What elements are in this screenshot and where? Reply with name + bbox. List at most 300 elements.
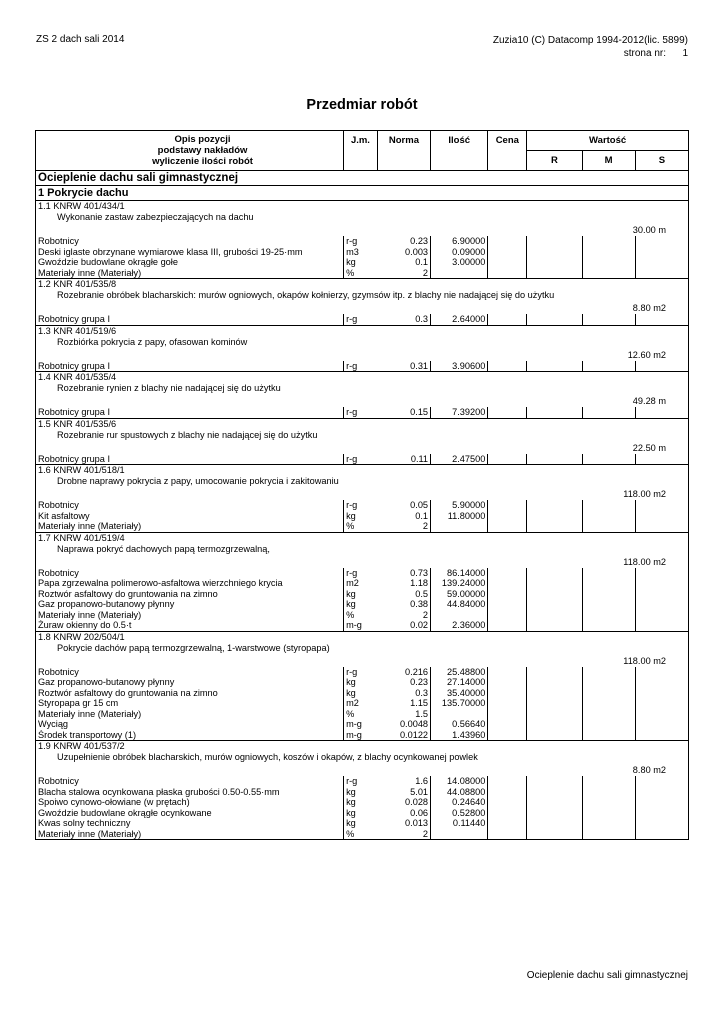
resource-value-m [582,797,635,808]
resource-value-m [582,719,635,730]
resource-value-s [635,667,688,678]
resource-price [488,268,527,279]
resource-value-r [527,677,582,688]
resource-quantity: 2.64000 [431,314,488,325]
resource-norma: 0.23 [377,677,430,688]
position-quantity: 118.00 m2 [623,655,666,666]
resource-name: Robotnicy grupa I [36,314,344,325]
resource-name: Spoiwo cynowo-ołowiane (w prętach) [36,797,344,808]
resource-row [36,511,689,522]
resource-name: Robotnicy grupa I [36,454,344,465]
position-cell [36,418,689,454]
resource-price [488,709,527,720]
resource-value-m [582,709,635,720]
resource-value-m [582,247,635,258]
position-quantity: 118.00 m2 [623,556,666,567]
resource-value-s [635,568,688,579]
resource-value-m [582,314,635,325]
resource-norma: 2 [377,521,430,532]
resource-value-m [582,454,635,465]
resource-row [36,730,689,741]
resource-value-r [527,511,582,522]
resource-row [36,236,689,247]
resource-norma: 0.11 [377,454,430,465]
page-indicator [493,47,688,60]
resource-quantity: 3.90600 [431,361,488,372]
resource-quantity [431,709,488,720]
position-quantity: 8.80 m2 [632,303,666,313]
resource-unit: kg [344,797,378,808]
resource-name: Roztwór asfaltowy do gruntowania na zimno [36,688,344,699]
position-description: Uzupełnienie obróbek blacharskich, murów ogniowych, koszów i okapów, z blachy ocynkowanej powlek [57,752,478,762]
document-footer: Ocieplenie dachu sali gimnastycznej [526,970,688,981]
resource-price [488,829,527,840]
resource-value-r [527,698,582,709]
resource-price [488,361,527,372]
resource-value-m [582,407,635,418]
resource-name: Robotnicy [36,500,344,511]
position-description: Rozebranie rynien z blachy nie nadającej się do użytku [57,383,281,393]
resource-quantity [431,829,488,840]
resource-norma: 0.15 [377,407,430,418]
resource-norma: 0.3 [377,314,430,325]
position-cell [36,631,689,667]
header-norma: Norma [377,131,430,171]
resource-name: Styropapa gr 15 cm [36,698,344,709]
resource-quantity: 0.24640 [431,797,488,808]
resource-norma: 0.1 [377,511,430,522]
resource-norma: 2 [377,610,430,621]
resource-value-m [582,808,635,819]
position-cell [36,465,689,501]
position-description: Rozbiórka pokrycia z papy, ofasowan kominów [57,336,248,347]
resource-unit: % [344,709,378,720]
header-wartosc: Wartość [527,131,689,151]
resource-price [488,589,527,600]
resource-norma: 0.003 [377,247,430,258]
position-description: Wykonanie zastaw zabezpieczających na dachu [57,212,254,222]
resource-row [36,314,689,325]
resource-quantity: 11.80000 [431,511,488,522]
resource-norma: 0.216 [377,667,430,678]
resource-unit: m2 [344,698,378,709]
resource-norma: 0.38 [377,599,430,610]
position-quantity: 118.00 m2 [623,489,666,499]
resource-price [488,454,527,465]
resource-unit: m-g [344,730,378,741]
resource-unit: % [344,268,378,279]
estimate-table [35,130,689,840]
resource-quantity: 0.11440 [431,818,488,829]
resource-value-m [582,521,635,532]
resource-value-r [527,610,582,621]
resource-value-s [635,698,688,709]
resource-quantity: 0.52800 [431,808,488,819]
resource-norma: 0.73 [377,568,430,579]
resource-value-s [635,776,688,787]
resource-name: Robotnicy [36,236,344,247]
resource-norma: 0.5 [377,589,430,600]
resource-unit: kg [344,511,378,522]
resource-quantity: 2.47500 [431,454,488,465]
resource-price [488,578,527,589]
position-code: 1.8 KNRW 202/504/1 [38,631,125,642]
resource-value-r [527,500,582,511]
resource-row [36,247,689,258]
resource-row [36,719,689,730]
resource-name: Deski iglaste obrzynane wymiarowe klasa III, grubości 19-25·mm [36,247,344,258]
document-header-right [493,34,688,60]
resource-unit: % [344,521,378,532]
resource-norma: 0.013 [377,818,430,829]
position-quantity: 49.28 m [632,396,666,406]
header-ilosc: Ilość [431,131,488,171]
resource-value-s [635,454,688,465]
resource-value-s [635,797,688,808]
resource-unit: kg [344,599,378,610]
resource-row [36,776,689,787]
header-r: R [527,151,582,171]
resource-value-r [527,314,582,325]
resource-value-r [527,599,582,610]
resource-name: Kit asfaltowy [36,511,344,522]
resource-value-m [582,818,635,829]
resource-value-m [582,698,635,709]
position-cell [36,201,689,237]
resource-quantity: 0.56640 [431,719,488,730]
resource-value-r [527,568,582,579]
resource-value-m [582,688,635,699]
resource-value-r [527,667,582,678]
resource-unit: r-g [344,361,378,372]
resource-name: Robotnicy [36,667,344,678]
resource-quantity: 59.00000 [431,589,488,600]
resource-value-m [582,599,635,610]
resource-row [36,677,689,688]
resource-value-r [527,620,582,631]
resource-value-r [527,268,582,279]
resource-price [488,730,527,741]
position-row [36,465,689,501]
resource-price [488,808,527,819]
resource-value-s [635,589,688,600]
resource-quantity [431,268,488,279]
resource-price [488,257,527,268]
resource-value-r [527,521,582,532]
resource-value-s [635,719,688,730]
resource-name: Robotnicy grupa I [36,361,344,372]
resource-row [36,500,689,511]
resource-quantity: 44.08800 [431,787,488,798]
resource-value-s [635,247,688,258]
resource-value-r [527,688,582,699]
resource-row [36,797,689,808]
resource-quantity [431,521,488,532]
resource-unit: m2 [344,578,378,589]
position-description: Rozebranie obróbek blacharskich: murów ogniowych, okapów kołnierzy, gzymsów itp. z blachy nie nadającej się do użytku [57,290,555,300]
page-number: 1 [682,48,688,59]
position-description: Naprawa pokryć dachowych papą termozgrzewalną, [57,543,270,554]
resource-price [488,818,527,829]
resource-norma: 1.5 [377,709,430,720]
resource-value-m [582,511,635,522]
resource-row [36,568,689,579]
position-cell [36,279,689,315]
resource-value-m [582,236,635,247]
position-row [36,418,689,454]
resource-row [36,709,689,720]
resource-value-r [527,787,582,798]
resource-row [36,454,689,465]
resource-value-s [635,407,688,418]
resource-price [488,610,527,621]
resource-value-s [635,511,688,522]
resource-unit: kg [344,808,378,819]
position-cell [36,372,689,408]
resource-value-s [635,257,688,268]
resource-value-m [582,620,635,631]
resource-price [488,511,527,522]
resource-value-s [635,610,688,621]
resource-quantity: 27.14000 [431,677,488,688]
resource-quantity: 3.00000 [431,257,488,268]
resource-value-s [635,730,688,741]
position-description: Drobne naprawy pokrycia z papy, umocowanie pokrycia i zakitowaniu [57,476,339,486]
position-cell [36,741,689,777]
resource-value-s [635,521,688,532]
resource-quantity: 14.08000 [431,776,488,787]
resource-quantity: 5.90000 [431,500,488,511]
resource-quantity: 7.39200 [431,407,488,418]
position-row [36,532,689,568]
position-code: 1.2 KNR 401/535/8 [38,279,117,289]
resource-value-r [527,454,582,465]
position-quantity: 12.60 m2 [627,349,666,360]
resource-name: Gwoździe budowlane okrągłe gołe [36,257,344,268]
resource-value-s [635,578,688,589]
resource-value-r [527,589,582,600]
resource-norma: 1.6 [377,776,430,787]
resource-quantity: 35.40000 [431,688,488,699]
resource-norma: 0.02 [377,620,430,631]
resource-unit: r-g [344,314,378,325]
resource-norma: 0.31 [377,361,430,372]
resource-name: Gaz propanowo-butanowy płynny [36,677,344,688]
resource-norma: 2 [377,268,430,279]
resource-name: Blacha stalowa ocynkowana płaska grubości 0.50-0.55·mm [36,787,344,798]
resource-price [488,688,527,699]
resource-value-r [527,361,582,372]
position-row [36,201,689,237]
resource-value-r [527,797,582,808]
resource-value-r [527,407,582,418]
resource-value-r [527,776,582,787]
resource-unit: r-g [344,236,378,247]
resource-row [36,667,689,678]
resource-name: Żuraw okienny do 0.5·t [36,620,344,631]
resource-value-m [582,500,635,511]
resource-value-m [582,730,635,741]
position-description: Pokrycie dachów papą termozgrzewalną, 1-warstwowe (styropapa) [57,642,330,653]
resource-norma: 0.1 [377,257,430,268]
resource-row [36,268,689,279]
resource-value-s [635,829,688,840]
resource-value-m [582,610,635,621]
position-description: Rozebranie rur spustowych z blachy nie nadającej się do użytku [57,429,318,440]
resource-row [36,620,689,631]
position-row [36,741,689,777]
resource-name: Kwas solny techniczny [36,818,344,829]
resource-value-r [527,257,582,268]
resource-value-r [527,578,582,589]
resource-row [36,361,689,372]
resource-row [36,829,689,840]
position-quantity: 8.80 m2 [632,765,666,775]
header-opis [36,131,344,171]
resource-value-m [582,361,635,372]
position-code: 1.1 KNRW 401/434/1 [38,201,125,211]
resource-price [488,407,527,418]
resource-norma: 1.15 [377,698,430,709]
resource-row [36,599,689,610]
resource-value-r [527,818,582,829]
resource-price [488,698,527,709]
resource-norma: 0.028 [377,797,430,808]
resource-price [488,599,527,610]
section-title: Ocieplenie dachu sali gimnastycznej [36,171,689,186]
header-opis-line2: podstawy nakładów [157,145,248,156]
resource-quantity: 1.43960 [431,730,488,741]
resource-row [36,808,689,819]
resource-name: Roztwór asfaltowy do gruntowania na zimno [36,589,344,600]
resource-norma: 0.06 [377,808,430,819]
resource-unit: r-g [344,776,378,787]
resource-price [488,314,527,325]
resource-quantity: 2.36000 [431,620,488,631]
resource-price [488,568,527,579]
resource-unit: kg [344,677,378,688]
resource-value-r [527,247,582,258]
resource-norma: 2 [377,829,430,840]
resource-value-r [527,719,582,730]
resource-row [36,521,689,532]
resource-name: Papa zgrzewalna polimerowo-asfaltowa wierzchniego krycia [36,578,344,589]
resource-unit: % [344,829,378,840]
page-label: strona nr: [623,48,666,59]
resource-row [36,818,689,829]
resource-name: Gwoździe budowlane okrągłe ocynkowane [36,808,344,819]
resource-unit: m-g [344,620,378,631]
resource-unit: r-g [344,667,378,678]
resource-unit: kg [344,589,378,600]
resource-name: Materiały inne (Materiały) [36,709,344,720]
resource-name: Materiały inne (Materiały) [36,268,344,279]
resource-unit: kg [344,787,378,798]
resource-value-m [582,667,635,678]
resource-row [36,578,689,589]
resource-value-m [582,677,635,688]
position-code: 1.5 KNR 401/535/6 [38,418,117,429]
resource-norma: 5.01 [377,787,430,798]
resource-row [36,688,689,699]
resource-unit: kg [344,818,378,829]
resource-value-m [582,268,635,279]
resource-value-s [635,500,688,511]
resource-value-r [527,829,582,840]
resource-quantity: 86.14000 [431,568,488,579]
resource-value-m [582,829,635,840]
header-m: M [582,151,635,171]
resource-price [488,677,527,688]
document-header-left: ZS 2 dach sali 2014 [36,34,125,45]
header-jm: J.m. [344,131,378,171]
resource-unit: r-g [344,568,378,579]
resource-price [488,787,527,798]
header-s: S [635,151,688,171]
resource-price [488,776,527,787]
resource-quantity: 25.48800 [431,667,488,678]
resource-unit: r-g [344,454,378,465]
resource-norma: 0.0048 [377,719,430,730]
resource-row [36,589,689,600]
resource-unit: m3 [344,247,378,258]
header-opis-line1: Opis pozycji [174,134,231,145]
resource-unit: r-g [344,500,378,511]
resource-price [488,620,527,631]
resource-name: Środek transportowy (1) [36,730,344,741]
software-license: Zuzia10 (C) Datacomp 1994-2012(lic. 5899) [492,35,688,46]
resource-value-s [635,236,688,247]
resource-value-s [635,599,688,610]
resource-value-r [527,730,582,741]
resource-name: Wyciąg [36,719,344,730]
resource-unit: kg [344,257,378,268]
resource-norma: 0.3 [377,688,430,699]
resource-value-r [527,808,582,819]
resource-row [36,257,689,268]
resource-value-s [635,677,688,688]
position-row [36,325,689,361]
resource-quantity: 6.90000 [431,236,488,247]
resource-norma: 0.05 [377,500,430,511]
position-code: 1.9 KNRW 401/537/2 [38,741,125,751]
resource-value-m [582,787,635,798]
resource-price [488,719,527,730]
resource-name: Materiały inne (Materiały) [36,610,344,621]
position-row [36,631,689,667]
page-title: Przedmiar robót [306,97,418,113]
resource-price [488,247,527,258]
resource-row [36,610,689,621]
resource-price [488,521,527,532]
resource-price [488,797,527,808]
resource-quantity: 44.84000 [431,599,488,610]
resource-quantity: 0.09000 [431,247,488,258]
resource-name: Robotnicy [36,568,344,579]
resource-norma: 1.18 [377,578,430,589]
resource-name: Robotnicy [36,776,344,787]
resource-value-s [635,818,688,829]
position-quantity: 22.50 m [632,442,666,453]
resource-unit: r-g [344,407,378,418]
resource-quantity: 135.70000 [431,698,488,709]
resource-value-m [582,589,635,600]
resource-value-m [582,568,635,579]
resource-row [36,407,689,418]
resource-row [36,698,689,709]
subsection-title: 1 Pokrycie dachu [36,186,689,201]
resource-name: Materiały inne (Materiały) [36,521,344,532]
